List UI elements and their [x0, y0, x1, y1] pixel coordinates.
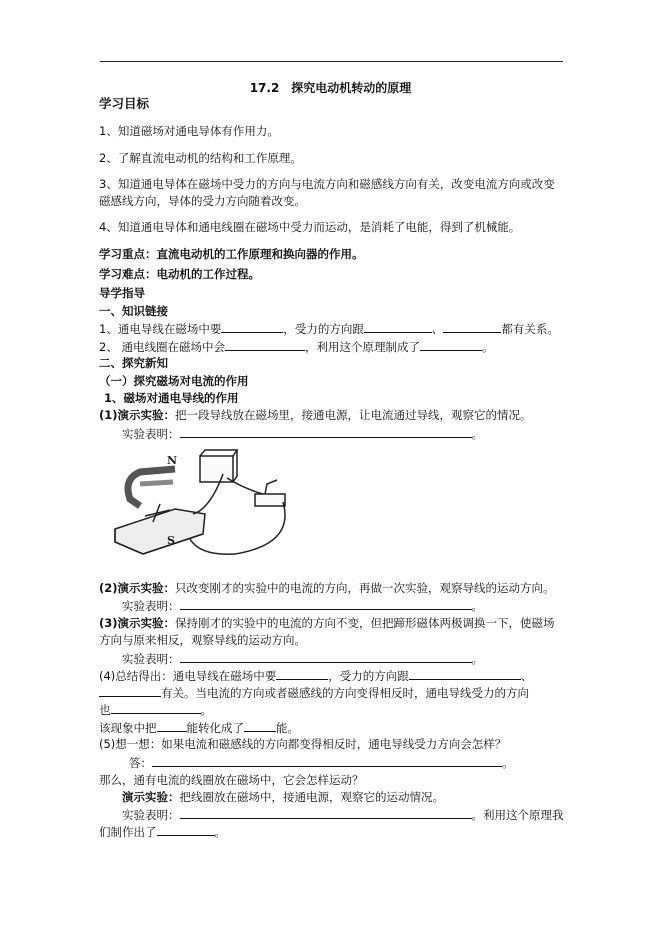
- text: 能转化成了: [186, 721, 244, 735]
- text: 1、通电导线在磁场中要: [99, 322, 222, 336]
- experiment-apparatus-figure: [105, 444, 290, 566]
- answer-blank[interactable]: [409, 668, 521, 680]
- answer-blank[interactable]: [364, 321, 432, 333]
- answer-blank[interactable]: [157, 720, 187, 732]
- north-pole-label: N: [167, 454, 178, 467]
- text: (4)总结得出：通电导线在磁场中要: [99, 669, 277, 683]
- text: 能。: [276, 721, 299, 735]
- answer-blank[interactable]: [443, 321, 501, 333]
- label: 答：: [129, 756, 152, 770]
- goal-item: 4、知道通电导体和通电线圈在磁场中受力而运动，是消耗了电能，得到了机械能。: [99, 220, 521, 234]
- text: 、: [431, 322, 444, 336]
- result-4: [122, 807, 564, 822]
- text: 。: [502, 756, 514, 770]
- answer-blank[interactable]: [157, 824, 215, 836]
- text: ，利用这个原理制成了: [304, 340, 420, 354]
- header-rule: [100, 61, 563, 62]
- goal-item: 1、知道磁场对通电导体有作用力。: [99, 124, 279, 138]
- answer-blank[interactable]: [225, 339, 305, 351]
- text: 们制作出了: [99, 825, 157, 839]
- section1-heading: 一、知识链接: [99, 304, 168, 318]
- goal-item: 3、知道通电导体在磁场中受力的方向与电流方向和磁感线方向有关，改变电流方向或改变: [99, 177, 555, 191]
- experiment-3: [99, 616, 555, 630]
- text: 保持刚才的实验中的电流的方向不变，但把蹄形磁体两极调换一下，使磁场: [175, 616, 555, 630]
- question-2: [99, 339, 493, 354]
- subsubsection-heading: 1、磁场对通电导线的作用: [104, 391, 239, 405]
- result-2: [122, 598, 483, 613]
- key-point: 学习重点：直流电动机的工作原理和换向器的作用。: [99, 247, 364, 261]
- experiment-1: [99, 408, 532, 422]
- text: 只改变刚才的实验中的电流的方向，再做一次实验，观察导线的运动方向。: [175, 581, 555, 595]
- section2-heading: 二、探究新知: [99, 356, 168, 370]
- answer-blank[interactable]: [244, 720, 276, 732]
- result-1: [122, 426, 483, 441]
- answer-blank[interactable]: [111, 702, 201, 714]
- text: 把线圈放在磁场中，接通电源，观察它的运动情况。: [179, 790, 444, 804]
- text: ，受力的方向跟: [328, 669, 409, 683]
- label: 实验表明：: [122, 652, 180, 666]
- answer-blank[interactable]: [180, 651, 472, 663]
- answer-line: [129, 755, 514, 770]
- result-3: [122, 651, 483, 666]
- text: 。: [214, 825, 226, 839]
- answer-blank[interactable]: [99, 685, 161, 697]
- text: 。: [200, 703, 212, 717]
- summary-cont: [99, 685, 529, 700]
- south-pole-label: S: [167, 534, 175, 547]
- answer-blank[interactable]: [152, 755, 502, 767]
- goal-item: 磁感线方向，导体的受力方向随着改变。: [99, 194, 306, 208]
- text: 2、 通电线圈在磁场中会: [99, 340, 225, 354]
- label: 实验表明：: [122, 808, 180, 822]
- text: 。: [481, 340, 494, 354]
- energy-conversion: [99, 720, 299, 735]
- goal-item: 2、了解直流电动机的结构和工作原理。: [99, 151, 302, 165]
- guide-heading: 导学指导: [99, 286, 145, 300]
- text: 。: [471, 427, 483, 441]
- text: 也: [99, 703, 111, 717]
- page-title: 17.2 探究电动机转动的原理: [249, 81, 412, 95]
- label: 演示实验：: [122, 790, 180, 804]
- text: 都有关系。: [501, 322, 559, 336]
- text: 该现象中把: [99, 721, 157, 735]
- summary: [99, 668, 532, 683]
- result-4-cont: [99, 824, 226, 839]
- difficulty: 学习难点：电动机的工作过程。: [99, 267, 260, 281]
- answer-blank[interactable]: [180, 426, 472, 438]
- text: ，受力的方向跟: [283, 322, 364, 336]
- label: (3)演示实验：: [99, 616, 176, 630]
- label: (2)演示实验：: [99, 581, 176, 595]
- answer-blank[interactable]: [420, 339, 482, 351]
- question-1: [99, 321, 559, 336]
- text: 。: [471, 652, 483, 666]
- summary-cont2: [99, 702, 212, 717]
- experiment-4: [122, 790, 444, 804]
- text: 把一段导线放在磁场里，接通电源，让电流通过导线，观察它的情况。: [175, 408, 532, 422]
- answer-blank[interactable]: [180, 598, 472, 610]
- answer-blank[interactable]: [221, 321, 283, 333]
- subsection-heading: （一）探究磁场对电流的作用: [99, 374, 249, 388]
- label: 实验表明：: [122, 599, 180, 613]
- goals-heading: 学习目标: [99, 96, 150, 111]
- coil-question: 那么，通有电流的线圈放在磁场中，它会怎样运动？: [99, 773, 364, 787]
- experiment-3-cont: 方向与原来相反，观察导线的运动方向。: [99, 633, 306, 647]
- text: 。利用这个原理我: [471, 808, 564, 822]
- experiment-2: [99, 581, 555, 595]
- text: 。: [471, 599, 483, 613]
- label: 实验表明：: [122, 427, 180, 441]
- label: (1)演示实验：: [99, 408, 176, 422]
- answer-blank[interactable]: [180, 807, 472, 819]
- think-question: (5)想一想：如果电流和磁感线的方向都变得相反时，通电导线受力方向会怎样？: [99, 737, 507, 751]
- answer-blank[interactable]: [276, 668, 328, 680]
- text: 有关。当电流的方向或者磁感线的方向变得相反时，通电导线受力的方向: [161, 686, 529, 700]
- text: 、: [520, 669, 533, 683]
